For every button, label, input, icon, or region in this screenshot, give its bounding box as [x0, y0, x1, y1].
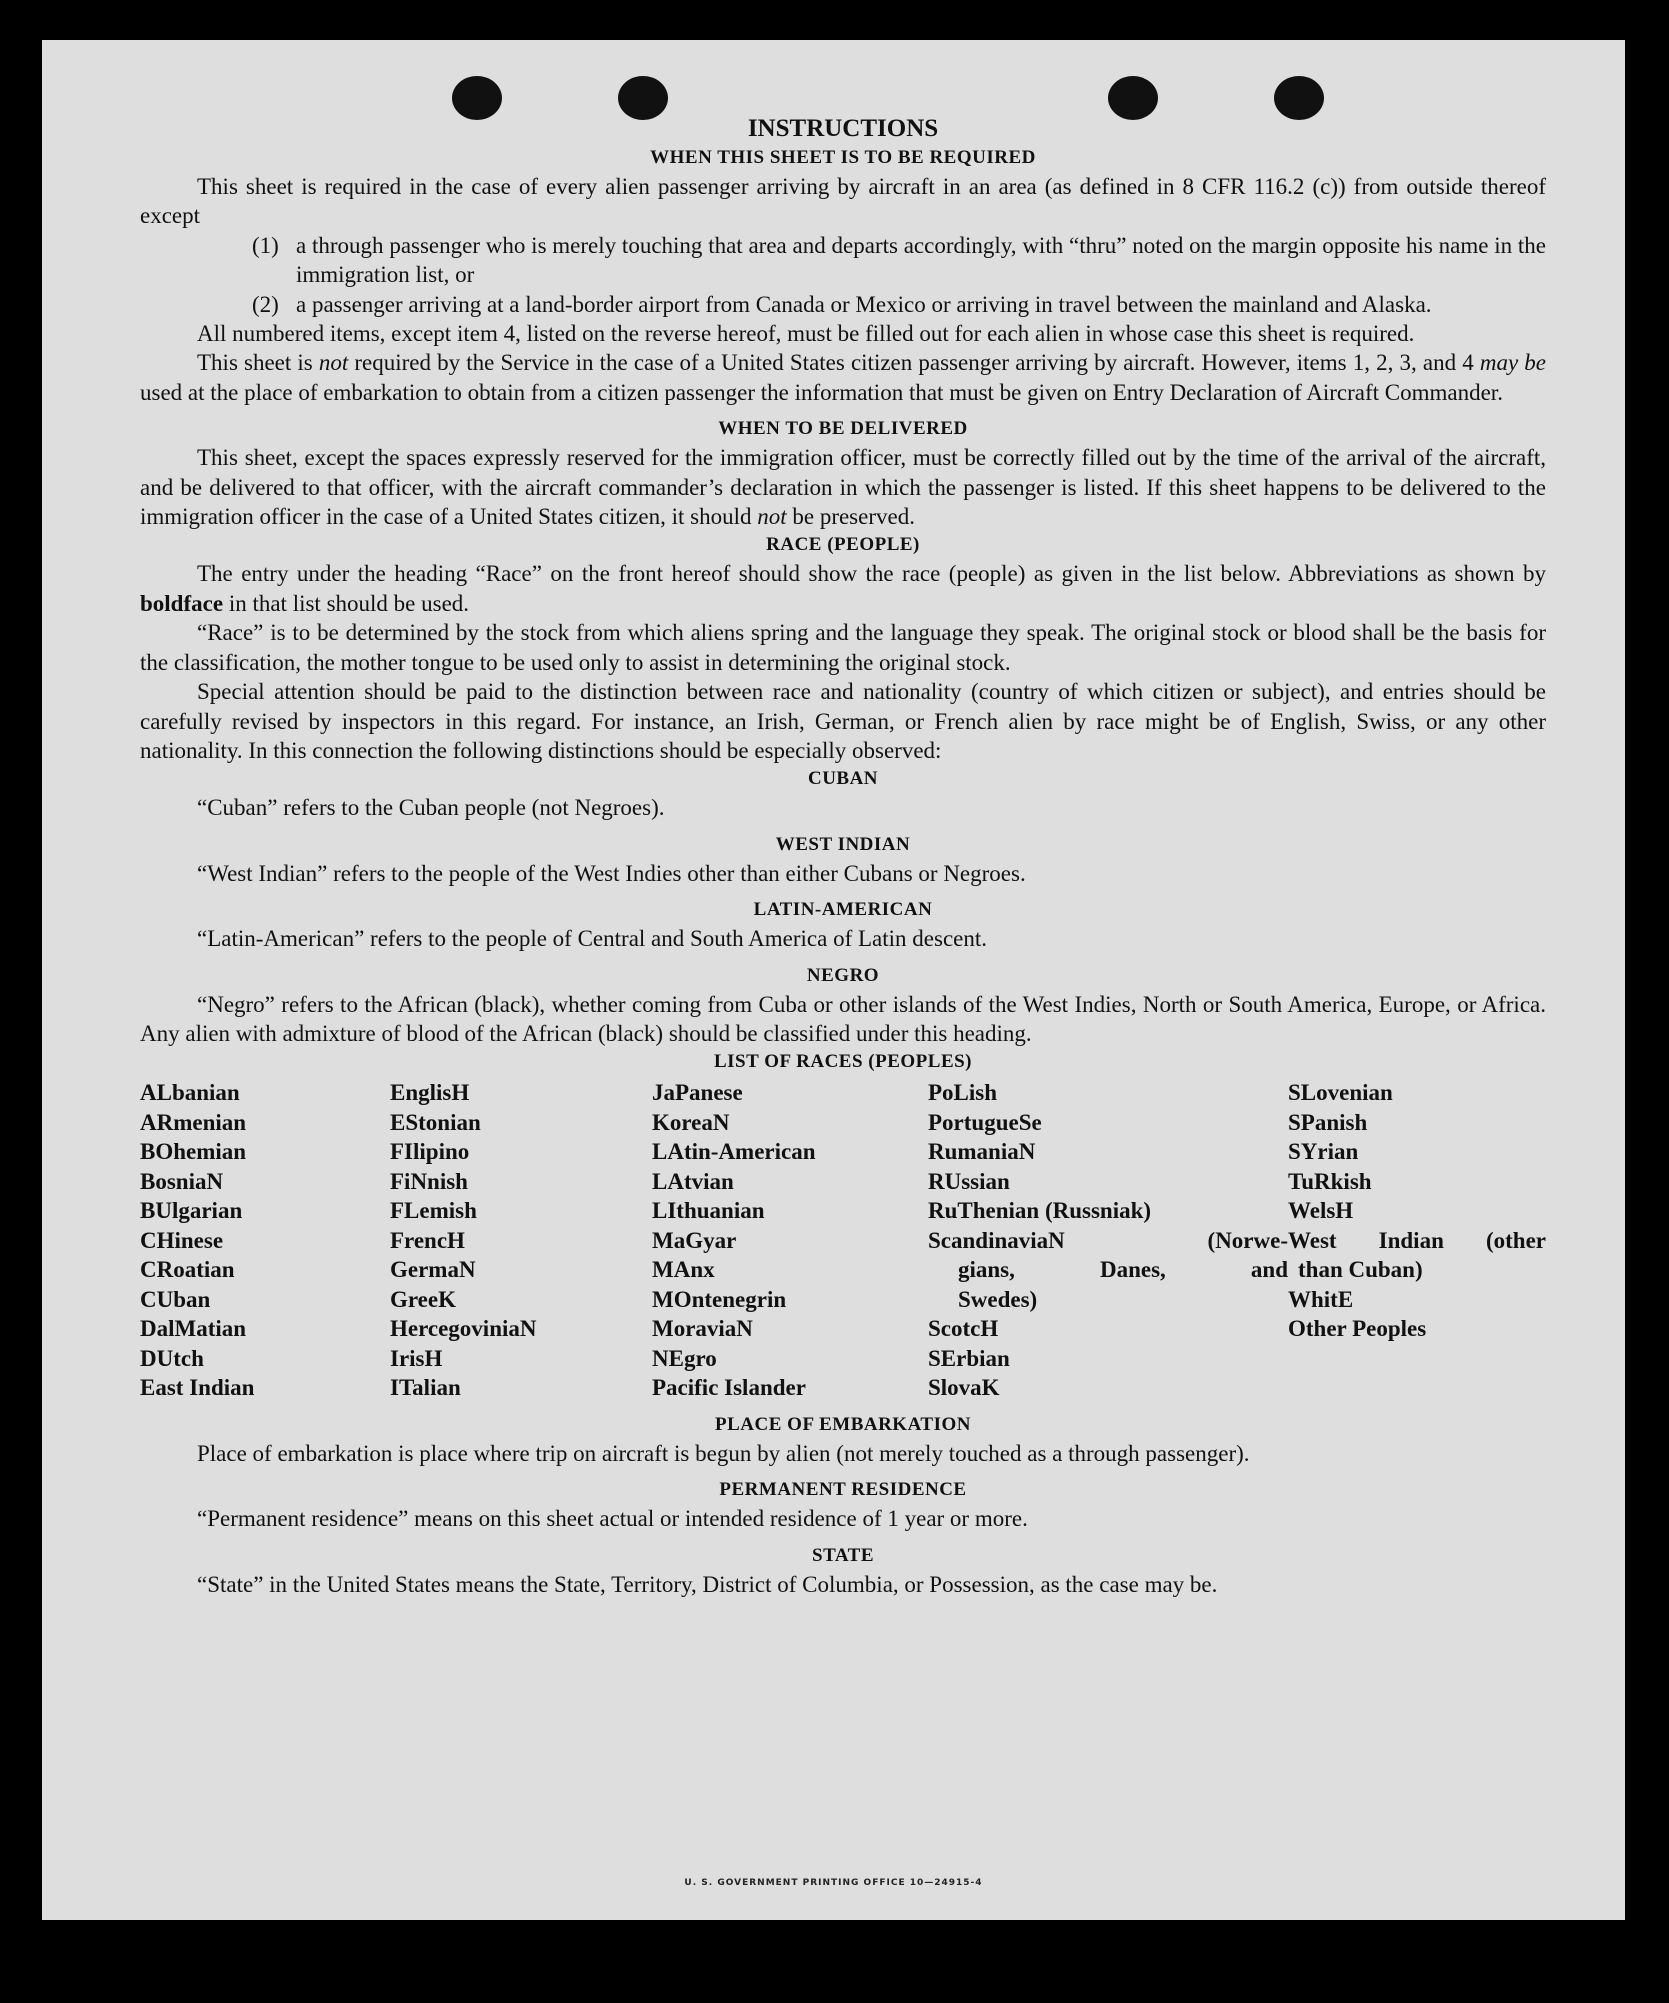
race-entry: ITalian	[390, 1375, 461, 1401]
race-entry: SYrian	[1288, 1139, 1359, 1165]
heading-when-delivered: WHEN TO BE DELIVERED	[718, 418, 968, 440]
race-entry: RumaniaN	[928, 1139, 1036, 1165]
race-entry: ARmenian	[140, 1109, 247, 1135]
race-list	[140, 1078, 1546, 1403]
race-entry: GermaN	[390, 1257, 476, 1283]
race-column-2	[390, 1078, 652, 1403]
heading-list-of-races: LIST OF RACES (PEOPLES)	[713, 1051, 973, 1073]
item-number: (2)	[252, 291, 279, 317]
race-entry: LIthuanian	[652, 1198, 765, 1224]
heading-permanent-residence: PERMANENT RESIDENCE	[719, 1479, 967, 1501]
race-entry: WelsH	[1288, 1198, 1354, 1224]
citizen-paragraph: This sheet is not required by the Service in the case of a United States citizen passenger arriving by aircraft. However, items 1, 2, 3, and 4 may be used at the place of embarkation to obtain from a citizen passenger the information that must be given on Entry Declaration of Aircraft Commander.	[140, 350, 1546, 405]
race-entry: MoraviaN	[652, 1316, 753, 1342]
race-column-1	[140, 1078, 390, 1403]
item-number: (1)	[252, 232, 279, 258]
race-entry-scandinavian-cont: Swedes)	[958, 1286, 1038, 1312]
heading-place-of-embarkation: PLACE OF EMBARKATION	[715, 1413, 971, 1435]
race-paragraph-3: Special attention should be paid to the distinction between race and nationality (country of which citizen or subject), and entries should be carefully revised by inspectors in this regard. For instance, an Irish, German, or French alien by race might be of English, Swiss, or any other nationality. In this connection the following distinctions should be especially observed:	[140, 679, 1546, 763]
exception-item	[252, 231, 1546, 290]
race-paragraph-2: “Race” is to be determined by the stock from which aliens spring and the language they speak. The original stock or blood shall be the basis for the classification, the mother tongue to be used only to assist in determining the original stock.	[140, 620, 1546, 675]
required-intro: This sheet is required in the case of every alien passenger arriving by aircraft in an area (as defined in 8 CFR 116.2 (c)) from outside thereof except	[140, 174, 1546, 229]
heading-west-indian: WEST INDIAN	[775, 833, 911, 855]
item-text: a through passenger who is merely touching that area and departs accordingly, with “thru” noted on the margin opposite his name in the immigration list, or	[296, 232, 1546, 288]
cuban-text: “Cuban” refers to the Cuban people (not Negroes).	[197, 795, 665, 821]
west-indian-text: “West Indian” refers to the people of the West Indies other than either Cubans or Negroes.	[197, 860, 1026, 886]
race-entry: Other Peoples	[1288, 1316, 1427, 1342]
embarkation-text: Place of embarkation is place where trip on aircraft is begun by alien (not merely touched as a through passenger).	[197, 1440, 1250, 1466]
race-entry: GreeK	[390, 1286, 456, 1312]
heading-race: RACE (PEOPLE)	[766, 534, 920, 556]
document-title: INSTRUCTIONS	[747, 115, 939, 142]
race-entry: FiNnish	[390, 1168, 468, 1194]
negro-text: “Negro” refers to the African (black), whether coming from Cuba or other islands of the West Indies, North or South America, Europe, or Africa. Any alien with admixture of blood of the African (black) should be classified under this heading.	[140, 991, 1546, 1046]
race-entry: FIlipino	[390, 1139, 470, 1165]
race-entry: BUlgarian	[140, 1198, 243, 1224]
heading-when-required: WHEN THIS SHEET IS TO BE REQUIRED	[650, 147, 1036, 168]
race-entry: DUtch	[140, 1345, 204, 1371]
race-entry: MaGyar	[652, 1227, 737, 1253]
race-entry: TuRkish	[1288, 1168, 1372, 1194]
race-entry: DalMatian	[140, 1316, 247, 1342]
race-entry: Pacific Islander	[652, 1375, 806, 1401]
numbered-items-paragraph: All numbered items, except item 4, listed on the reverse hereof, must be filled out for each alien in whose case this sheet is required.	[197, 321, 1415, 347]
race-entry: EnglisH	[390, 1080, 470, 1106]
race-entry: SLovenian	[1288, 1080, 1393, 1106]
race-entry: LAtin-American	[652, 1139, 816, 1165]
race-entry: RUssian	[928, 1168, 1010, 1194]
race-entry: HercegoviniaN	[390, 1316, 537, 1342]
race-entry: ALbanian	[140, 1080, 240, 1106]
race-entry: LAtvian	[652, 1168, 734, 1194]
exception-item	[252, 290, 1546, 319]
item-text: a passenger arriving at a land-border airport from Canada or Mexico or arriving in travel between the mainland and Alaska.	[296, 291, 1432, 317]
race-entry: BosniaN	[140, 1168, 224, 1194]
race-entry: FLemish	[390, 1198, 477, 1224]
race-entry: JaPanese	[652, 1080, 743, 1106]
race-entry-scandinavian: ScandinaviaN (Norwe-	[928, 1227, 1288, 1253]
latin-american-text: “Latin-American” refers to the people of Central and South America of Latin descent.	[197, 926, 987, 952]
race-column-3	[652, 1078, 928, 1403]
printing-office-footer: U. S. GOVERNMENT PRINTING OFFICE 10—24915-4	[684, 1878, 983, 1888]
race-paragraph-1: The entry under the heading “Race” on the front hereof should show the race (people) as given in the list below. Abbreviations as shown by boldface in that list should be used.	[140, 561, 1546, 616]
heading-negro: NEGRO	[806, 964, 880, 986]
race-entry: PortugueSe	[928, 1109, 1042, 1135]
race-entry-scandinavian-cont: gians, Danes, and	[958, 1257, 1288, 1283]
race-entry: SErbian	[928, 1345, 1010, 1371]
race-entry: WhitE	[1288, 1286, 1354, 1312]
race-entry: MOntenegrin	[652, 1286, 787, 1312]
race-entry: IrisH	[390, 1345, 443, 1371]
race-entry: KoreaN	[652, 1109, 730, 1135]
race-entry: CUban	[140, 1286, 211, 1312]
race-entry: EStonian	[390, 1109, 481, 1135]
race-column-5	[1288, 1078, 1546, 1403]
race-entry: ScotcH	[928, 1316, 999, 1342]
race-entry-west-indian: West Indian (other	[1288, 1227, 1546, 1253]
document-sheet	[42, 40, 1625, 1920]
race-entry: BOhemian	[140, 1139, 247, 1165]
heading-latin-american: LATIN-AMERICAN	[753, 899, 933, 921]
heading-cuban: CUBAN	[807, 768, 879, 790]
state-text: “State” in the United States means the State, Territory, District of Columbia, or Possession, as the case may be.	[197, 1571, 1218, 1597]
race-entry: CHinese	[140, 1227, 224, 1253]
race-entry: SlovaK	[928, 1375, 1000, 1401]
residence-text: “Permanent residence” means on this sheet actual or intended residence of 1 year or more.	[197, 1506, 1028, 1532]
race-entry: NEgro	[652, 1345, 717, 1371]
document-body	[140, 114, 1546, 1599]
race-entry: RuThenian (Russniak)	[928, 1198, 1152, 1224]
race-entry: CRoatian	[140, 1257, 235, 1283]
delivered-paragraph: This sheet, except the spaces expressly reserved for the immigration officer, must be correctly filled out by the time of the arrival of the aircraft, and be delivered to that officer, with the aircraft commander’s declaration in which the passenger is listed. If this sheet happens to be delivered to the immigration officer in the case of a United States citizen, it should not be preserved.	[140, 445, 1546, 530]
race-entry: SPanish	[1288, 1109, 1368, 1135]
race-entry-west-indian-cont: than Cuban)	[1298, 1257, 1423, 1283]
race-entry: East Indian	[140, 1375, 255, 1401]
race-entry: MAnx	[652, 1257, 715, 1283]
race-entry: FrencH	[390, 1227, 465, 1253]
race-column-4	[928, 1078, 1288, 1403]
race-entry: PoLish	[928, 1080, 998, 1106]
heading-state: STATE	[812, 1544, 874, 1566]
